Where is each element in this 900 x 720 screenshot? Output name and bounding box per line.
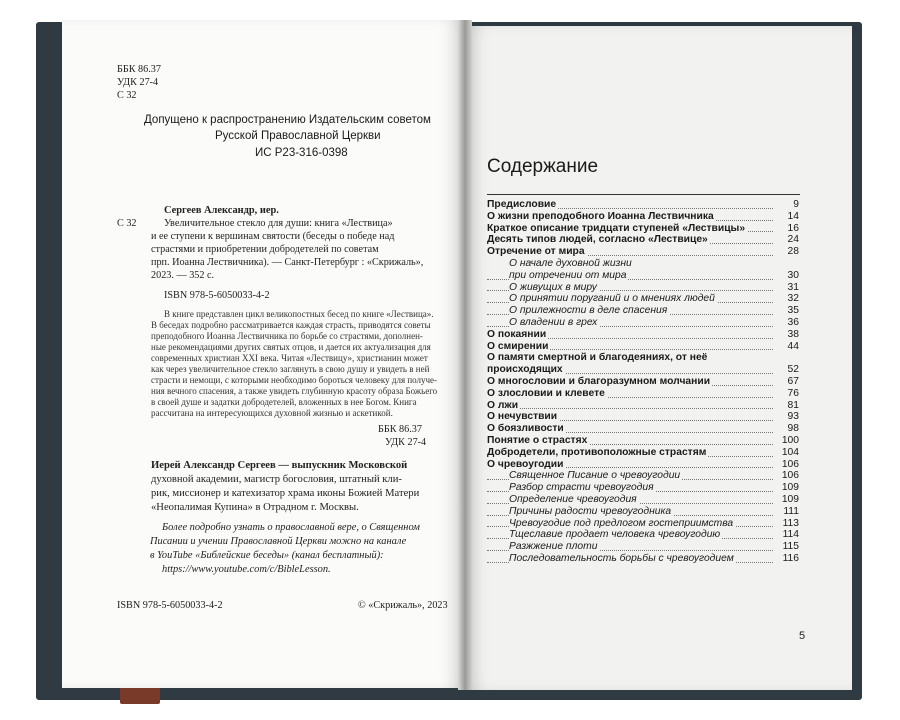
toc-entry-title: Понятие о страстях	[487, 434, 588, 446]
toc-entry	[487, 400, 799, 412]
toc-leader	[487, 408, 773, 409]
toc-entry-title: Разжжение плоти	[509, 541, 598, 553]
table-of-contents	[487, 199, 799, 565]
toc-entry-title: О принятии поруганий и о мнениях людей	[509, 293, 715, 305]
more-info-line: Писании и учении Православной Церкви можно на канале	[150, 536, 407, 547]
toc-entry	[487, 364, 799, 376]
toc-entry-page: 24	[787, 234, 799, 246]
toc-entry	[487, 423, 799, 435]
toc-entry-title: Тщеславие продает человека чревоугодию	[509, 529, 721, 541]
author-bio-line: рик, миссионер и катехизатор храма иконы Божией Матери	[151, 488, 420, 499]
more-info-line: в YouTube «Библейские беседы» (канал бесплатный):	[150, 550, 384, 561]
annotation-line: ния вечного спасения, а также увидеть глубинную красоту образа Божьего	[151, 386, 438, 396]
toc-entry	[487, 411, 799, 423]
annotation-line: современных христиан XXI века. Читая «Лествицу», христианин может	[151, 353, 428, 363]
author-bio-first: Иерей Александр Сергеев — выпускник Московской	[151, 460, 408, 471]
copyright: © «Скрижаль», 2023	[358, 600, 448, 611]
toc-entry-title: О владении в грех	[509, 316, 598, 328]
toc-entry-title: О нечувствии	[487, 411, 558, 423]
author-mark: С 32	[117, 90, 137, 101]
toc-entry-page: 115	[782, 541, 799, 553]
annotation-line: в своей душе и задатки добродетелей, вложенных в нее Богом. Книга	[151, 397, 417, 407]
toc-entry-page: 32	[787, 293, 799, 305]
toc-entry-page: 114	[782, 529, 799, 541]
annotation-line: как через увеличительное стекло заглянуть в свою душу и увидеть в ней	[151, 364, 430, 374]
toc-entry-page: 76	[787, 387, 799, 399]
bbk-code: ББК 86.37	[117, 64, 161, 75]
toc-entry	[487, 376, 799, 388]
toc-entry-title: Причины радости чревоугодника	[509, 505, 672, 517]
toc-entry-page: 16	[787, 222, 799, 234]
toc-entry-page: 38	[787, 328, 799, 340]
toc-entry	[487, 435, 799, 447]
annotation-line: В беседах подробно рассматривается каждая страсть, приводятся советы	[151, 320, 431, 330]
toc-entry-title: Чревоугодие под предлогом гостеприимства	[509, 517, 734, 529]
toc-entry	[487, 246, 799, 258]
catalog-code: С 32	[117, 218, 137, 229]
toc-divider	[487, 194, 800, 195]
toc-entry	[487, 317, 799, 329]
youtube-link[interactable]: https://www.youtube.com/c/BibleLesson.	[162, 564, 331, 575]
toc-entry-page: 113	[782, 517, 799, 529]
toc-entry	[487, 494, 799, 506]
toc-entry-title: Добродетели, противоположные страстям	[487, 446, 707, 458]
toc-entry-page: 116	[782, 552, 799, 564]
toc-entry-page: 81	[787, 399, 799, 411]
toc-entry-title: О боязливости	[487, 423, 564, 435]
toc-entry	[487, 541, 799, 553]
author-bio-line: духовной академии, магистр богословия, штатный кли-	[151, 474, 402, 485]
catalog-line: Увеличительное стекло для души: книга «Лествица»	[164, 218, 393, 229]
toc-entry	[487, 293, 799, 305]
more-info-line: Более подробно узнать о православной вере, о Священном	[162, 522, 420, 533]
toc-entry-title: Предисловие	[487, 199, 557, 210]
toc-entry-page: 93	[787, 411, 799, 423]
annotation-line: В книге представлен цикл великопостных бесед по книге «Лествица».	[164, 309, 434, 319]
toc-entry-title: О смирении	[487, 340, 549, 352]
book-gutter	[458, 20, 472, 690]
toc-entry-title: Священное Писание о чревоугодии	[509, 470, 681, 482]
toc-entry	[487, 518, 799, 530]
bbk-code-bottom: ББК 86.37	[378, 424, 422, 435]
toc-entry-page: 28	[787, 246, 799, 258]
author-bio-line: «Неопалимая Купина» в Отрадном г. Москвы.	[151, 502, 359, 513]
toc-entry	[487, 352, 799, 364]
toc-entry	[487, 529, 799, 541]
annotation-line: ные рекомендациями других святых отцов, и дается их актуализация для	[151, 342, 431, 352]
toc-entry-title: Разбор страсти чревоугодия	[509, 482, 654, 494]
toc-entry-page: 98	[787, 423, 799, 435]
toc-entry-page: 44	[787, 340, 799, 352]
toc-entry-page: 111	[783, 505, 799, 517]
toc-entry-page: 36	[787, 316, 799, 328]
toc-entry-title: О покаянии	[487, 328, 547, 340]
toc-entry-page: 31	[787, 281, 799, 293]
toc-entry-title: О начале духовной жизни	[509, 257, 632, 269]
toc-entry	[487, 470, 799, 482]
approval-line-2: Русской Православной Церкви	[215, 130, 381, 142]
toc-entry	[487, 388, 799, 400]
catalog-line: прп. Иоанна Лествичника). — Санкт-Петербург : «Скрижаль»,	[151, 257, 424, 268]
toc-entry-page: 67	[787, 375, 799, 387]
toc-entry-page: 109	[781, 493, 799, 505]
toc-entry-page: 30	[787, 269, 799, 281]
toc-entry	[487, 341, 799, 353]
toc-entry-title: О жизни преподобного Иоанна Лествичника	[487, 210, 714, 222]
toc-entry-title: Определение чревоугодия	[509, 493, 637, 505]
toc-entry	[487, 282, 799, 294]
toc-entry	[487, 506, 799, 518]
isbn-bottom: ISBN 978-5-6050033-4-2	[117, 600, 223, 611]
catalog-line: и ее ступени к вершинам святости (беседы о победе над	[151, 231, 395, 242]
toc-entry-page: 52	[787, 364, 799, 376]
toc-entry	[487, 329, 799, 341]
toc-entry	[487, 305, 799, 317]
toc-entry	[487, 553, 799, 565]
toc-entry-title: Десять типов людей, согласно «Лествице»	[487, 234, 708, 246]
catalog-author: Сергеев Александр, иер.	[164, 205, 279, 216]
toc-entry-page: 100	[781, 434, 799, 446]
toc-entry-title: О злословии и клевете	[487, 387, 605, 399]
toc-entry-title: О прилежности в деле спасения	[509, 305, 668, 317]
toc-entry-title: О живущих в миру	[509, 281, 597, 293]
toc-entry-title: О чревоугодии	[487, 458, 564, 470]
toc-entry	[487, 258, 799, 270]
isbn-inner: ISBN 978-5-6050033-4-2	[164, 290, 270, 301]
toc-entry-title: О лжи	[487, 399, 519, 411]
toc-entry-title: О многословии и благоразумном молчании	[487, 375, 711, 387]
catalog-line: 2023. — 352 с.	[151, 270, 215, 281]
toc-entry	[487, 270, 799, 282]
toc-entry-title: Последовательность борьбы с чревоугодием	[509, 552, 734, 564]
toc-entry-title: происходящих	[487, 364, 563, 376]
author-bio-line	[151, 460, 407, 471]
toc-entry-page: 14	[787, 210, 799, 222]
toc-entry	[487, 211, 799, 223]
toc-entry	[487, 459, 799, 471]
udk-code-bottom: УДК 27-4	[385, 437, 427, 448]
page-number: 5	[799, 630, 806, 642]
annotation-line: преподобного Иоанна Лествичника по борьбе со страстями, дополнен-	[151, 331, 423, 341]
toc-entry-page: 104	[781, 446, 799, 458]
toc-entry-page: 106	[781, 458, 799, 470]
toc-entry-page: 35	[787, 305, 799, 317]
toc-entry	[487, 447, 799, 459]
toc-entry	[487, 223, 799, 235]
annotation-line: страсти и немощи, с которыми необходимо бороться человеку для получе-	[151, 375, 438, 385]
approval-line-1: Допущено к распространению Издательским советом	[144, 114, 431, 126]
toc-entry-title: при отречении от мира	[509, 269, 627, 281]
annotation-line: рассчитана на интересующихся духовной жизнью и аскетикой.	[151, 408, 393, 418]
toc-entry-title: О памяти смертной и благодеяниях, от неё	[487, 352, 708, 364]
toc-entry-page: 9	[793, 199, 799, 210]
toc-entry-page: 109	[781, 482, 799, 494]
catalog-line: страстями и приобретении добродетелей по советам	[151, 244, 379, 255]
toc-entry	[487, 234, 799, 246]
toc-entry-title: Отречение от мира	[487, 246, 585, 258]
toc-entry	[487, 199, 799, 211]
toc-entry-title: Краткое описание тридцати ступеней «Лествицы»	[487, 222, 746, 234]
toc-entry-page: 106	[781, 470, 799, 482]
toc-entry	[487, 482, 799, 494]
toc-title: Содержание	[487, 156, 599, 177]
udk-code: УДК 27-4	[117, 77, 159, 88]
approval-id: ИС Р23-316-0398	[255, 147, 348, 159]
